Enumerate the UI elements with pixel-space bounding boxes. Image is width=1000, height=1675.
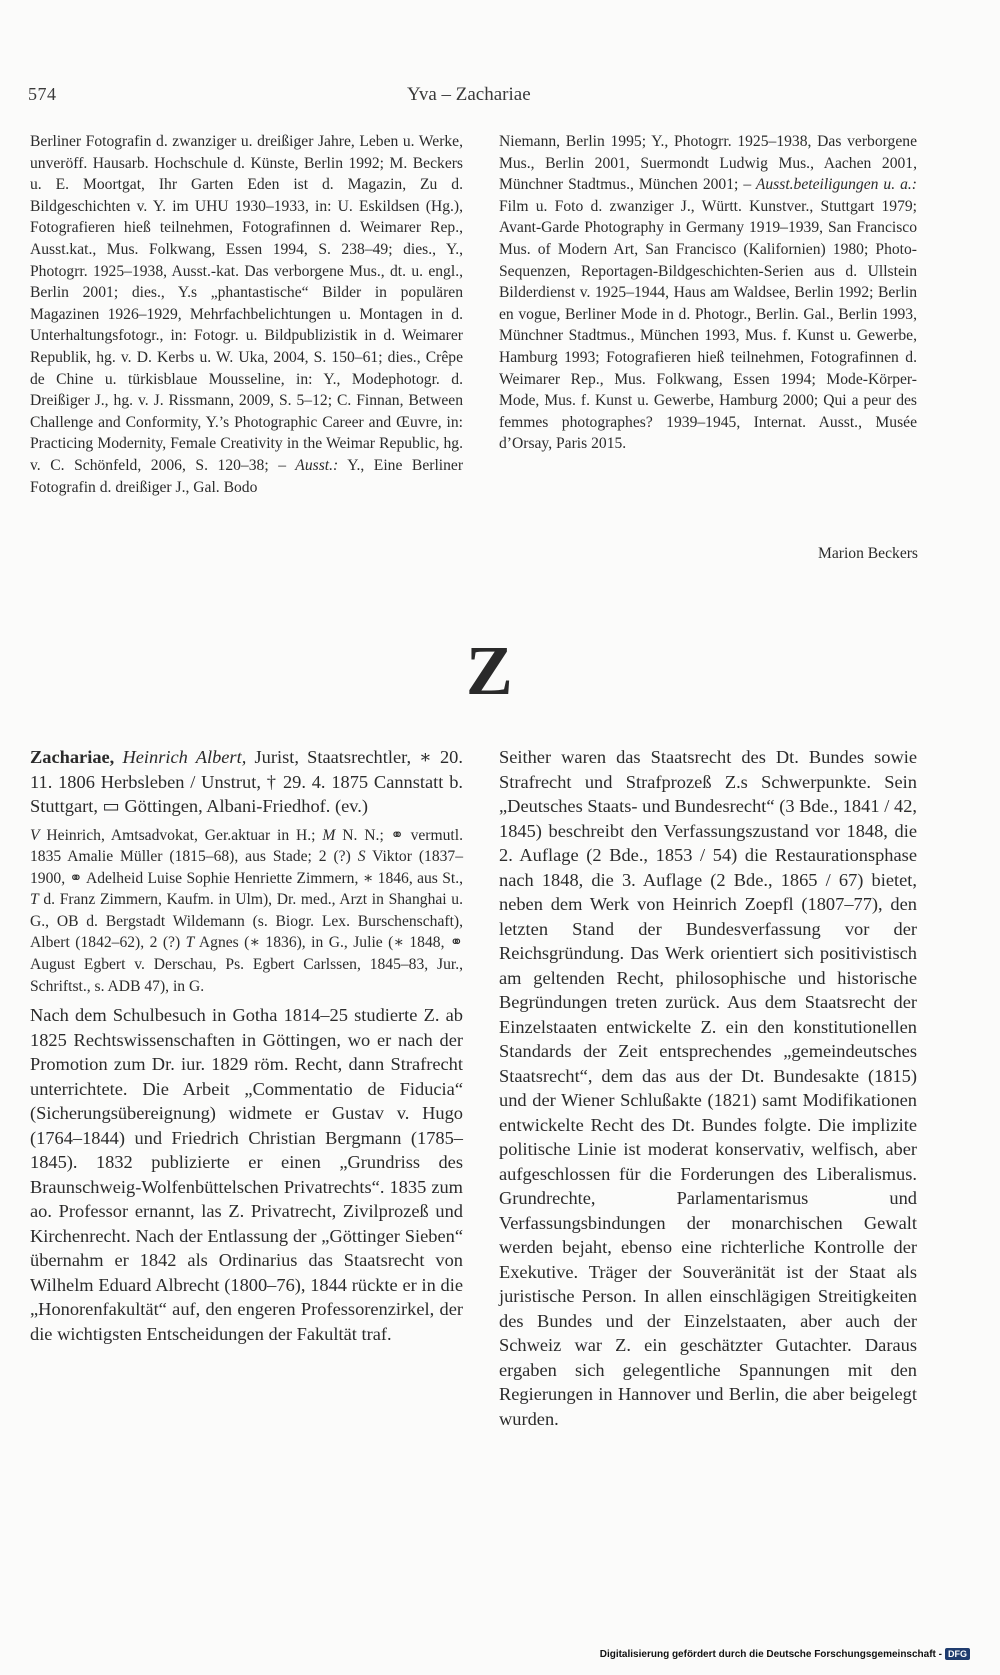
- genealogy-t1-text: d. Franz Zimmern, Kaufm. in Ulm), Dr. med., Arzt in Shanghai u. G., OB d. Bergstadt Wildemann (s. Biogr. Lex. Burschenschaft), Albert (1842–62), 2 (?): [30, 891, 463, 952]
- author-signature: Marion Beckers: [817, 545, 918, 562]
- entry-heading: [30, 745, 463, 819]
- genealogy-m: M: [322, 826, 336, 844]
- bibliography-text: Berliner Fotografin d. zwanziger u. dreißiger Jahre, Leben u. Werke, unveröff. Hausarb. Hochschule d. Künste, Berlin 1992; M. Beckers u. E. Moortgat, Ihr Garten Eden ist d. Magazin, Zu d. Bildgeschichten v. Y. im UHU 1930–1933, in: U. Eskildsen (Hg.), Fotografieren hieß teilnehmen, Fotografinnen d. Weimarer Rep., Ausst.kat., Mus. Folkwang, Essen 1994, S. 238–49; dies., Y., Photogrr. 1925–1938, Ausst.-kat. Das verborgene Mus., dt. u. engl., Berlin 2001; dies., Y.s „phantastische“ Bilder in populären Magazinen 1926–1929, Mehrfachbelichtungen u. Montagen in d. Unterhaltungsfotogr., in: Fotogr. u. Bildpublizistik in d. Weimarer Republik, hg. v. D. Kerbs u. W. Uka, 2004, S. 150–61; dies., Crêpe de Chine u. türkisblaue Mousseline, in: Y., Modephotogr. d. Dreißiger J., hg. v. J. Rissmann, 2009, S. 5–12; C. Finnan, Between Challenge and Conformity, Y.’s Photographic Career and Œuvre, in: Practicing Modernity, Female Creativity in the Weimar Republic, hg. v. C. Schönfeld, 2006, S. 120–38;: [30, 133, 463, 474]
- entry-given-names: Heinrich Albert,: [122, 747, 247, 767]
- bibliography-text-end: Y., Eine Berliner Fotografin d. dreißiger J., Gal. Bodo: [30, 456, 464, 496]
- genealogy-t1: T: [30, 891, 39, 909]
- dfg-logo: DFG: [945, 1648, 970, 1660]
- running-title: Yva – Zachariae: [407, 84, 531, 105]
- entry-head-text: Jurist, Staatsrechtler, ∗ 20. 11. 1806 Herbsleben / Unstrut, † 29. 4. 1875 Cannstatt b. Stuttgart, ▭ Göttingen, Albani-Friedhof. (ev.): [30, 747, 463, 816]
- genealogy-t2-text: Agnes (∗ 1836), in G., Julie (∗ 1848, ⚭ August Egbert v. Derschau, Ps. Egbert Carlssen, 1845–83, Jur., Schriftst., s. ADB 47), in G.: [30, 934, 463, 995]
- genealogy-m-text: N. N.; ⚭ vermutl. 1835 Amalie Müller (1815–68), aus Stade; 2 (?): [30, 826, 463, 866]
- genealogy-s-text: Viktor (1837–1900, ⚭ Adelheid Luise Sophie Henriette Zimmern, ∗ 1846, aus St.,: [30, 848, 464, 887]
- entry-surname: Zachariae,: [30, 747, 115, 767]
- bibliography-left-column: [30, 131, 463, 498]
- bibliography-text: Niemann, Berlin 1995; Y., Photogrr. 1925–1938, Das verborgene Mus., Berlin 2001, Suermondt Ludwig Mus., Aachen 2001, Münchner Stadtmus., München 2001;: [499, 133, 917, 194]
- ausst-beteiligungen-label: – Ausst.beteiligungen u. a.:: [743, 176, 917, 194]
- ausst-label: – Ausst.:: [278, 456, 339, 474]
- footer-text: Digitalisierung gefördert durch die Deutsche Forschungsgemeinschaft -: [599, 1648, 942, 1660]
- bibliography-text-end: Film u. Foto d. zwanziger J., Württ. Kunstver., Stuttgart 1979; Avant-Garde Photography in Germany 1919–1939, San Francisco Mus. of Modern Art, San Francisco (Kalifornien) 1980; Photo-Sequenzen, Reportagen-Bildgeschichten-Serien aus d. Ullstein Bilderdienst v. 1925–1944, Haus am Waldsee, Berlin 1992; Berlin en vogue, Berliner Mode in d. Photogr., Berlin. Gal., Berlin 1993, Münchner Stadtmus., München 1993, Mus. f. Kunst u. Gewerbe, Hamburg 1993; Fotografieren hieß teilnehmen, Fotografinnen d. Weimarer Rep., Mus. Folkwang, Essen 1994; Mode-Körper-Mode, Mus. f. Kunst u. Gewerbe, Hamburg 2000; Qui a peur des femmes photographes? 1939–1945, Internat. Ausst., Musée d’Orsay, Paris 2015.: [499, 197, 917, 453]
- genealogy-v: V: [30, 826, 40, 844]
- section-letter: Z: [466, 633, 513, 710]
- body-paragraph-left: Nach dem Schulbesuch in Gotha 1814–25 studierte Z. ab 1825 Rechtswissenschaften in Göttingen, wo er nach der Promotion zum Dr. iur. 1829 röm. Recht, dann Strafrecht unterrichtete. Die Arbeit „Commentatio de Fiducia“ (Sicherungsübereignung) widmete er Gustav v. Hugo (1764–1844) und Friedrich Christian Bergmann (1785–1845). 1832 publizierte er einen „Grundriss des Braunschweig-Wolfenbüttelschen Privatrechts“. 1835 zum ao. Professor ernannt, las Z. Privatrecht, Zivilprozeß und Kirchenrecht. Nach der Entlassung der „Göttinger Sieben“ übernahm er 1842 als Ordinarius das Staatsrecht von Wilhelm Eduard Albrecht (1800–76), 1844 rückte er in die „Honorenfakultät“ auf, den engeren Professorenzirkel, der die wichtigsten Entscheidungen der Fakultät traf.: [30, 1005, 463, 1344]
- genealogy-v-text: Heinrich, Amtsadvokat, Ger.aktuar in H.;: [46, 826, 316, 844]
- page-number: 574: [28, 84, 57, 104]
- genealogy-s: S: [357, 848, 366, 866]
- genealogy-t2: T: [185, 934, 195, 952]
- entry-left-column: [30, 745, 463, 1346]
- body-paragraph-right: Seither waren das Staatsrecht des Dt. Bundes sowie Strafrecht und Strafprozeß Z.s Schwerpunkte. Sein „Deutsches Staats- und Bundesrecht“ (3 Bde., 1841 / 42, 1845) beschreibt den Verfassungszustand vor 1848, die 2. Auflage (2 Bde., 1853 / 54) die Restaurationsphase nach 1848, die 3. Auflage (2 Bde., 1865 / 67) bietet, neben dem Werk von Heinrich Zoepfl (1807–77), den letzten Stand der Bundesverfassung vor der Reichsgründung. Das Werk orientiert sich positivistisch am geltenden Recht, philosophische und historische Begründungen treten zurück. Aus dem Staatsrecht der Einzelstaaten entwickelte Z. ein den konstitutionellen Standards der Zeit entsprechendes „gemeindeutsches Staatsrecht“, dem das aus der Dt. Bundesakte (1815) und der Wiener Schlußakte (1821) samt Modifikationen entwickelte Recht des Dt. Bundes folgte. Die implizite politische Linie ist moderat konservativ, welfisch, aber aufgeschlossen für die Forderungen des Liberalismus. Grundrechte, Parlamentarismus und Verfassungsbindungen der monarchischen Gewalt werden bejaht, ebenso eine richterliche Kontrolle der Exekutive. Träger der Souveränität ist der Staat als juristische Person. In allen einschlägigen Streitigkeiten des Bundes und der Einzelstaaten, aber auch der Schweiz war Z. ein geschätzter Gutachter. Daraus ergaben sich gelegentliche Spannungen mit den Regierungen in Hannover und Berlin, die aber beigelegt wurden.: [499, 747, 917, 1429]
- digitization-footer: [600, 1648, 970, 1660]
- genealogy: [30, 825, 463, 998]
- bibliography-right-column: [499, 131, 917, 455]
